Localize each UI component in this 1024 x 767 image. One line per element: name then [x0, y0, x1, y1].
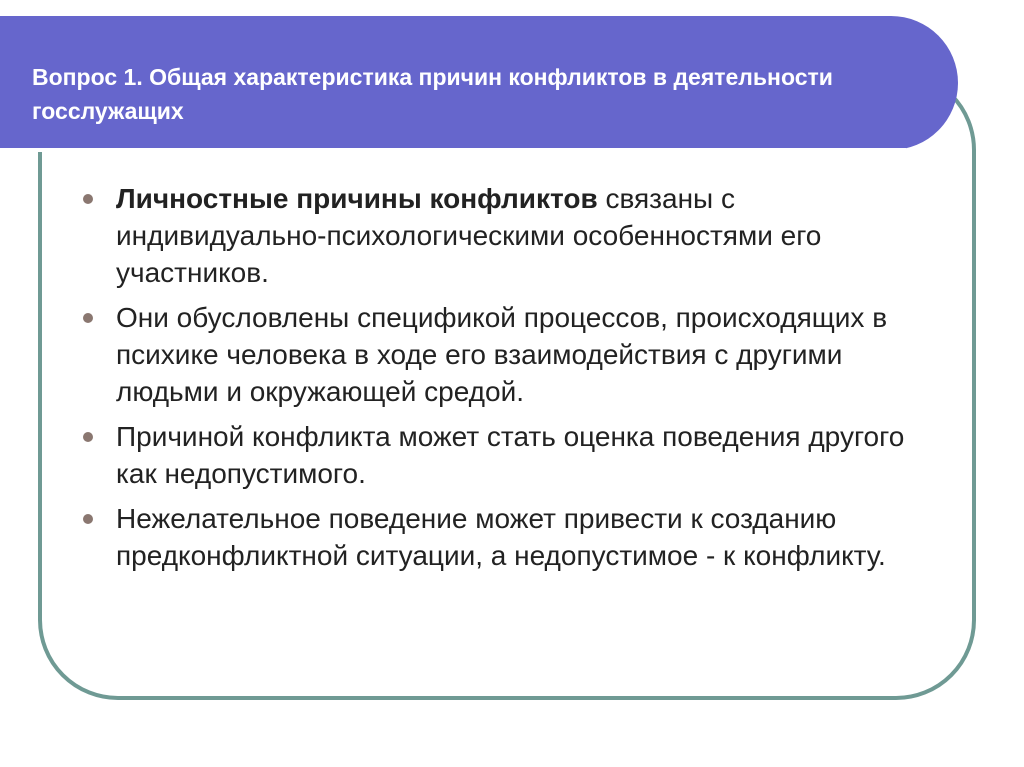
bullet-list [78, 180, 918, 582]
slide-title: Вопрос 1. Общая характеристика причин конфликтов в деятельности госслужащих [32, 64, 833, 124]
bullet-item [78, 299, 918, 410]
bullet-dot-icon [83, 313, 93, 323]
title-bar [0, 16, 958, 150]
bullet-dot-icon [83, 514, 93, 524]
bullet-dot-icon [83, 432, 93, 442]
bullet-item [78, 418, 918, 492]
bullet-item [78, 180, 918, 291]
bullet-item [78, 500, 918, 574]
bullet-text: Причиной конфликта может стать оценка поведения другого как недопустимого. [116, 421, 905, 489]
bullet-text: Нежелательное поведение может привести к созданию предконфликтной ситуации, а недопустимое - к конфликту. [116, 503, 886, 571]
bullet-text: Они обусловлены спецификой процессов, происходящих в психике человека в ходе его взаимодействия с другими людьми и окружающей средой. [116, 302, 888, 407]
title-underline [0, 148, 906, 152]
bullet-bold-lead: Личностные причины конфликтов [116, 183, 598, 214]
bullet-text: связаны с индивидуально-психологическими особенностями его участников. [116, 183, 822, 288]
bullet-dot-icon [83, 194, 93, 204]
